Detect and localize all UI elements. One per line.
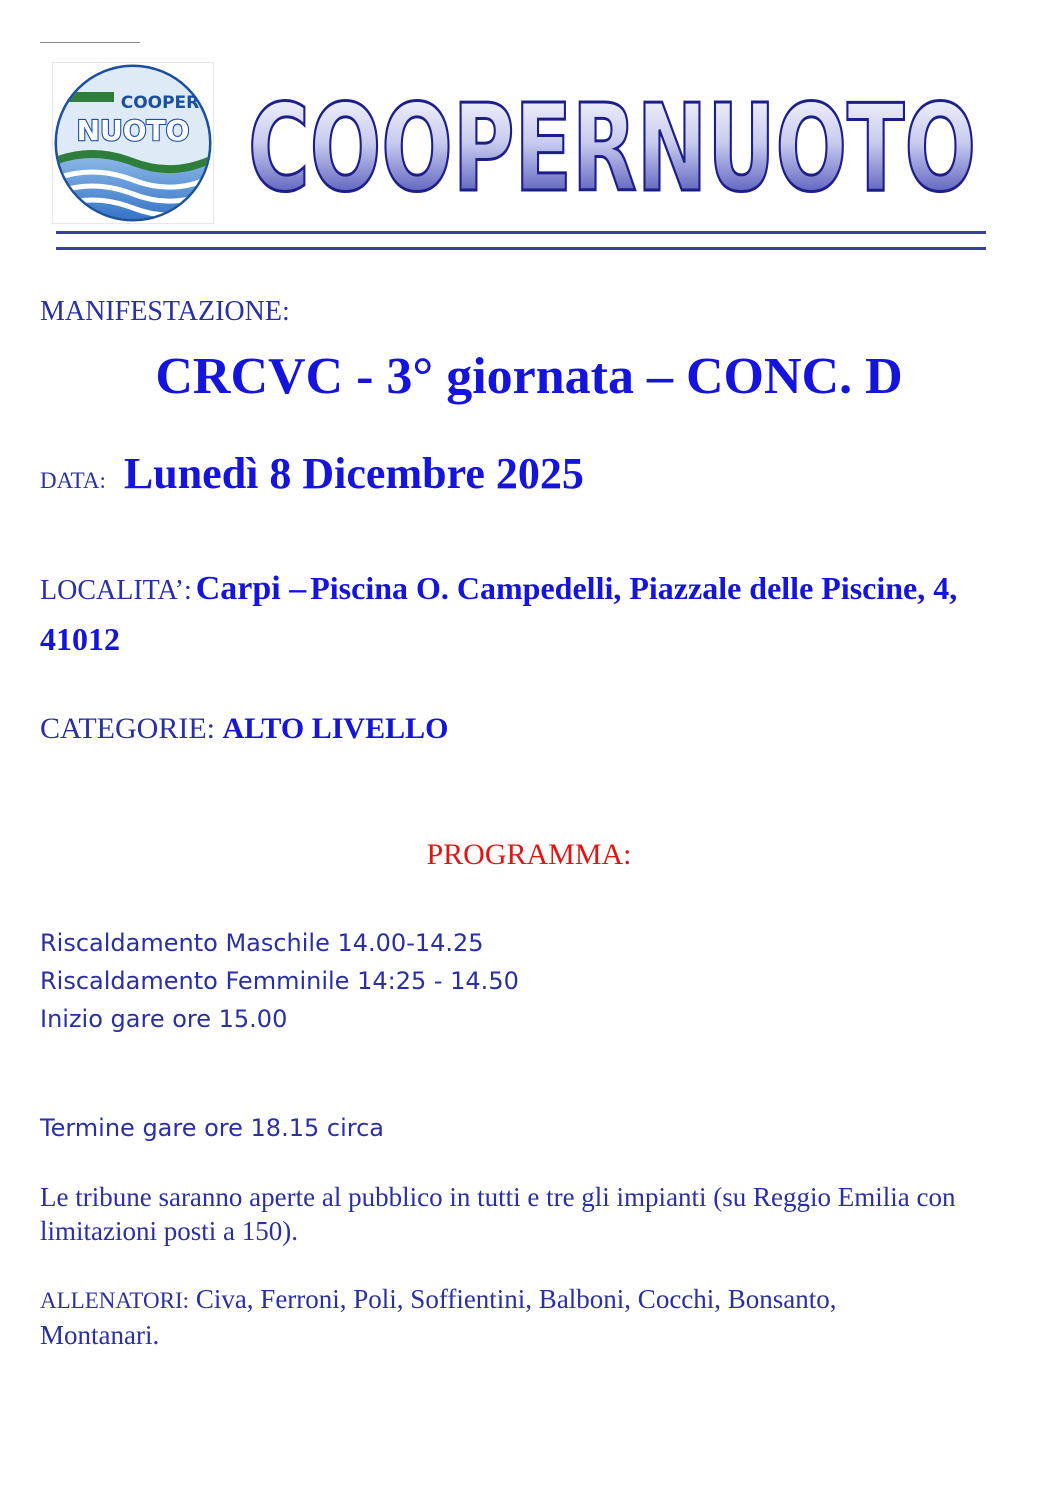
location-venue: Piscina O. Campedelli, Piazzale delle Piscine, 4, 41012 <box>40 570 958 657</box>
categorie-label: CATEGORIE: <box>40 712 215 745</box>
location-city: Carpi – <box>195 570 307 607</box>
logo-text-top: COOPER <box>120 93 200 113</box>
header-rule-bottom <box>56 247 986 250</box>
main-title: COOPERNUOTO <box>248 84 976 202</box>
date-row <box>40 448 584 499</box>
coopernuoto-logo <box>52 62 214 224</box>
event-date: Lunedì 8 Dicembre 2025 <box>123 449 584 498</box>
location-block <box>40 566 980 668</box>
top-rule <box>40 42 140 43</box>
schedule-item: Riscaldamento Femminile 14:25 - 14.50 <box>40 967 519 995</box>
programma-heading: PROGRAMMA: <box>426 838 632 871</box>
end-time: Termine gare ore 18.15 circa <box>40 1114 384 1142</box>
schedule-list <box>40 924 519 1038</box>
allenatori-names: Civa, Ferroni, Poli, Soffientini, Balboni, Cocchi, Bonsanto, Montanari. <box>40 1284 837 1350</box>
schedule-item: Inizio gare ore 15.00 <box>40 1005 288 1033</box>
data-label: DATA: <box>40 468 106 493</box>
allenatori-label: ALLENATORI: <box>40 1288 190 1313</box>
coopernuoto-wordmark <box>242 84 982 202</box>
categorie-row <box>40 712 448 746</box>
event-title: CRCVC - 3° giornata – CONC. D <box>155 348 903 405</box>
logo-text-bottom: NUOTO <box>76 114 190 147</box>
header-rule-top <box>56 231 986 234</box>
categorie-value: ALTO LIVELLO <box>222 712 449 745</box>
schedule-item: Riscaldamento Maschile 14.00-14.25 <box>40 929 484 957</box>
tribune-note: Le tribune saranno aperte al pubblico in tutti e tre gli impianti (su Reggio Emilia con limitazioni posti a 150). <box>40 1182 956 1246</box>
allenatori-block <box>40 1282 940 1352</box>
localita-label: LOCALITA’: <box>40 575 192 606</box>
manifestazione-label: MANIFESTAZIONE: <box>40 296 290 327</box>
